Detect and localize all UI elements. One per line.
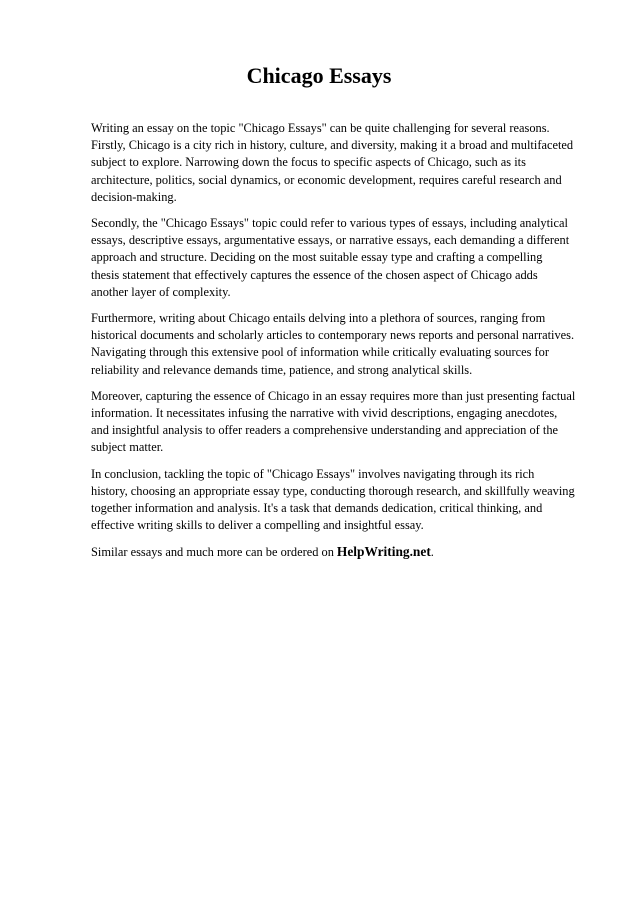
text-line: In conclusion, tackling the topic of "Chicago Essays" involves navigating through its rich <box>91 466 535 481</box>
text-line: subject matter. <box>91 440 164 455</box>
text-line: Firstly, Chicago is a city rich in history, culture, and diversity, making it a broad and multifaceted <box>91 138 574 153</box>
text-line: Furthermore, writing about Chicago entails delving into a plethora of sources, ranging from <box>91 311 546 326</box>
text-line: historical documents and scholarly articles to contemporary news reports and personal narratives. <box>91 328 575 343</box>
document-title: Chicago Essays <box>246 63 392 88</box>
paragraph-3 <box>91 310 603 379</box>
text-line: decision-making. <box>91 189 177 204</box>
paragraph-5 <box>91 466 603 535</box>
text-line: and insightful analysis to offer readers a comprehensive understanding and appreciation of the <box>91 423 559 438</box>
paragraph-1 <box>91 120 603 206</box>
text-line: information. It necessitates infusing the narrative with vivid descriptions, engaging anecdotes, <box>91 406 558 421</box>
footer-text: Similar essays and much more can be ordered on <box>91 545 334 560</box>
text-line: subject to explore. Narrowing down the focus to specific aspects of Chicago, such as its <box>91 155 526 170</box>
footer-paragraph <box>91 543 603 561</box>
text-line: together information and analysis. It's a task that demands dedication, critical thinking, and <box>91 501 543 516</box>
text-line: reliability and relevance demands time, patience, and strong analytical skills. <box>91 362 473 377</box>
helpwriting-link[interactable]: HelpWriting.net <box>336 544 431 560</box>
footer-suffix: . <box>430 545 434 560</box>
text-line: Writing an essay on the topic "Chicago Essays" can be quite challenging for several reasons. <box>91 121 550 135</box>
text-line: another layer of complexity. <box>91 284 231 299</box>
paragraph-4 <box>91 388 603 457</box>
text-line: essays, descriptive essays, argumentative essays, or narrative essays, each demanding a different <box>91 233 570 248</box>
text-line: Secondly, the "Chicago Essays" topic could refer to various types of essays, including analytical <box>91 216 568 231</box>
text-line: approach and structure. Deciding on the most suitable essay type and crafting a compelling <box>91 250 543 265</box>
document-body <box>91 120 603 571</box>
text-line: thesis statement that effectively captures the essence of the chosen aspect of Chicago adds <box>91 267 538 282</box>
text-line: history, choosing an appropriate essay type, conducting thorough research, and skillfully weaving <box>91 483 575 498</box>
text-line: Navigating through this extensive pool of information while critically evaluating sources for <box>91 345 549 360</box>
text-line: effective writing skills to deliver a compelling and insightful essay. <box>91 518 424 533</box>
text-line: Moreover, capturing the essence of Chicago in an essay requires more than just presenting factual <box>91 388 576 403</box>
paragraph-2 <box>91 215 603 301</box>
text-line: architecture, politics, social dynamics, or economic development, requires careful research and <box>91 172 562 187</box>
